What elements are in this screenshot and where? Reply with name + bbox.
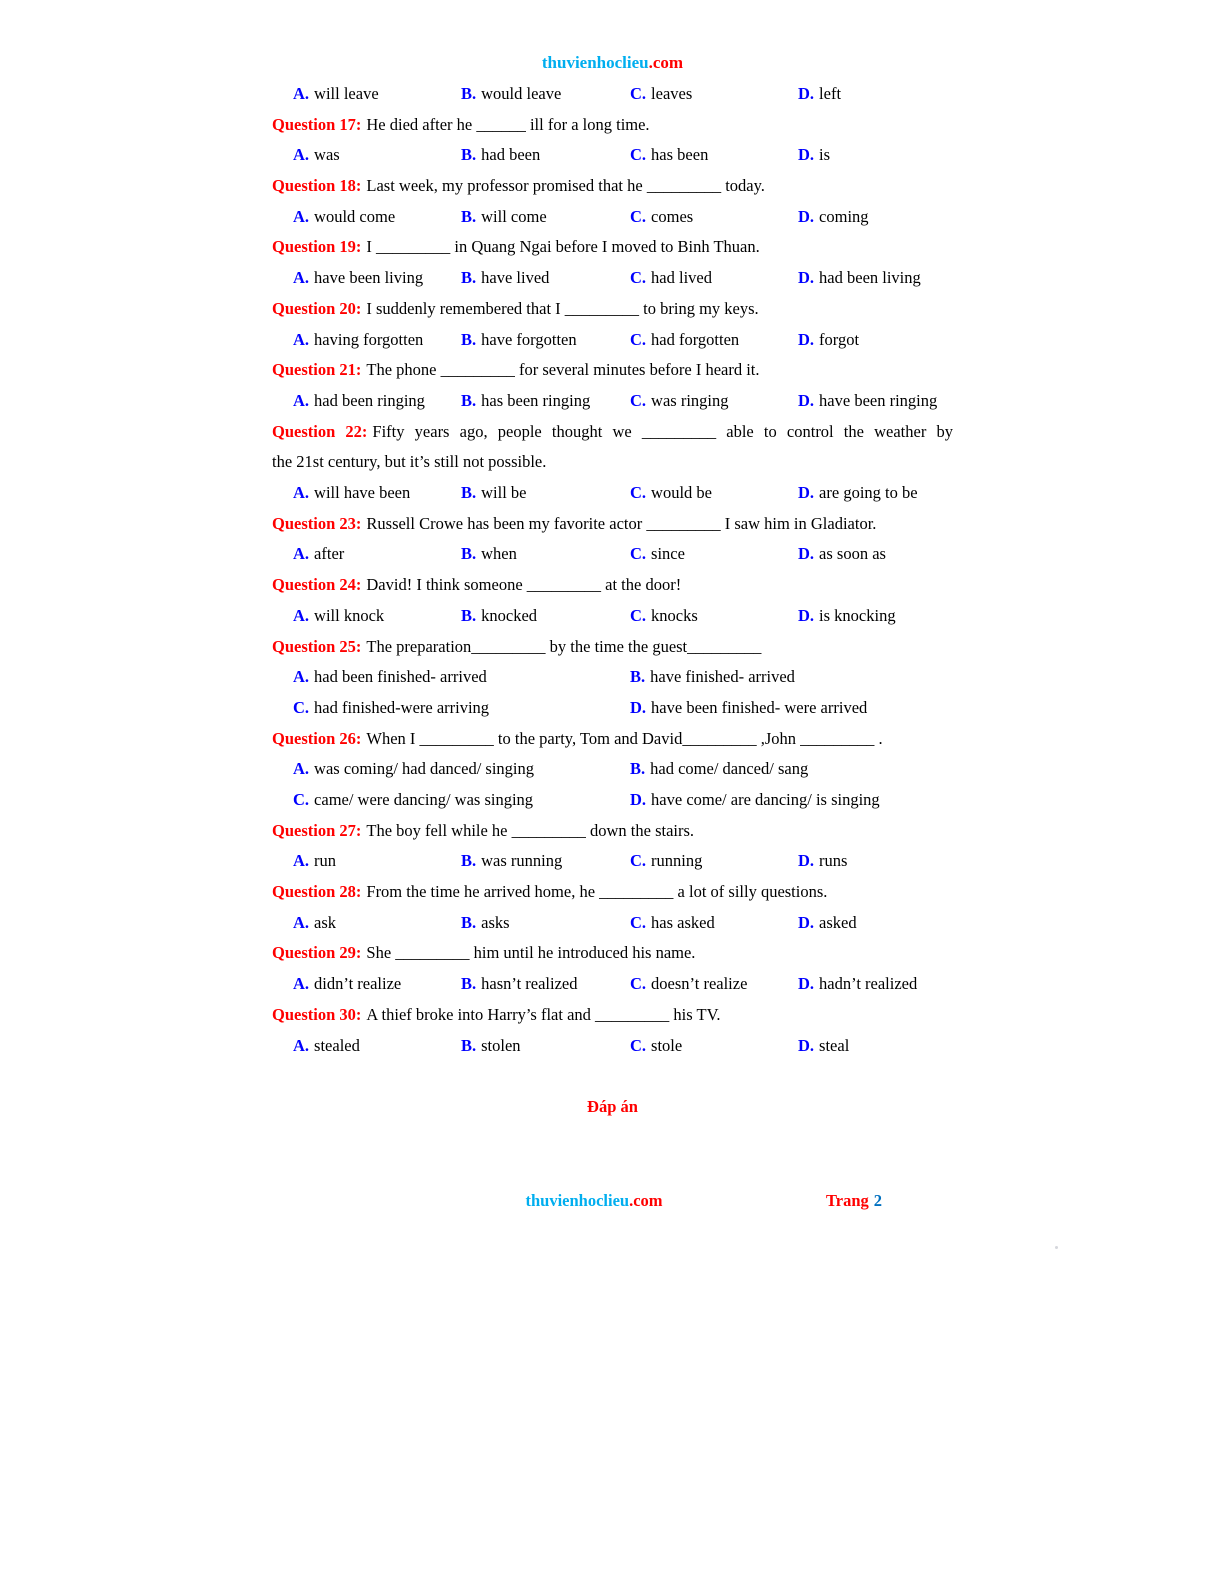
option-C	[630, 601, 698, 632]
option-letter: D.	[798, 84, 815, 103]
option-letter: D.	[630, 789, 647, 809]
option-D	[630, 693, 867, 724]
option-letter: C.	[630, 268, 647, 288]
option-text: asks	[481, 912, 510, 932]
option-letter: C.	[630, 544, 647, 564]
option-letter: B.	[461, 605, 477, 625]
option-B	[630, 662, 795, 693]
option-C	[630, 140, 708, 171]
question-line	[272, 509, 953, 540]
question-label: Question 19:	[272, 237, 362, 257]
option-letter: A.	[293, 390, 310, 410]
option-letter: B.	[461, 390, 477, 410]
options-row	[272, 1031, 953, 1062]
option-text: was coming/ had danced/ singing	[314, 759, 535, 779]
option-text: forgot	[819, 329, 860, 349]
option-B	[461, 79, 561, 110]
option-letter: C.	[630, 206, 647, 226]
option-B	[461, 202, 547, 233]
options-row	[272, 202, 953, 233]
option-letter: A.	[293, 268, 310, 288]
option-B	[461, 263, 549, 294]
page-number	[826, 1186, 882, 1217]
question-text: The phone _________ for several minutes before I heard it.	[366, 360, 760, 380]
option-D	[798, 140, 830, 171]
option-A	[293, 539, 344, 570]
option-letter: C.	[630, 483, 647, 503]
option-text: hadn’t realized	[819, 974, 918, 994]
options-row	[272, 601, 953, 632]
document-body	[272, 79, 953, 1123]
option-letter: C.	[630, 1035, 647, 1055]
option-text: having forgotten	[314, 329, 424, 349]
option-C	[293, 693, 489, 724]
option-text: came/ were dancing/ was singing	[314, 789, 534, 809]
option-A	[293, 662, 487, 693]
options-row	[272, 539, 953, 570]
option-C	[630, 539, 685, 570]
site-domain-text: .com	[648, 53, 684, 72]
option-A	[293, 325, 423, 356]
options-row	[272, 846, 953, 877]
options-row	[272, 79, 953, 110]
option-A	[293, 79, 379, 110]
page-number-label: Trang	[826, 1191, 869, 1210]
options-row	[272, 478, 953, 509]
option-C	[630, 263, 712, 294]
option-letter: A.	[293, 544, 310, 564]
option-text: had been ringing	[314, 390, 425, 410]
site-name-text: thuvienhoclieu	[541, 53, 649, 72]
option-letter: C.	[630, 605, 647, 625]
option-text: is	[819, 145, 831, 165]
option-letter: A.	[293, 1035, 310, 1055]
option-text: have come/ are dancing/ is singing	[651, 789, 880, 809]
question-line	[272, 110, 953, 141]
option-D	[798, 539, 886, 570]
question-text: I _________ in Quang Ngai before I moved to Binh Thuan.	[366, 237, 760, 257]
option-text: has been ringing	[481, 390, 591, 410]
question-text: She _________ him until he introduced his name.	[366, 943, 696, 963]
option-D	[798, 79, 841, 110]
option-text: will come	[481, 206, 547, 226]
option-letter: C.	[630, 329, 647, 349]
question-label: Question 28:	[272, 882, 362, 902]
option-letter: D.	[630, 697, 647, 717]
option-letter: B.	[461, 268, 477, 288]
option-letter: A.	[293, 206, 310, 226]
question-line	[272, 938, 953, 969]
option-D	[798, 1031, 849, 1062]
option-letter: B.	[461, 851, 477, 871]
option-text: has asked	[651, 912, 715, 932]
option-letter: A.	[293, 483, 310, 503]
question-text: A thief broke into Harry’s flat and _________ his TV.	[366, 1004, 721, 1024]
option-text: leaves	[651, 84, 693, 103]
option-text: have forgotten	[481, 329, 577, 349]
option-letter: C.	[630, 145, 647, 165]
option-text: has been	[651, 145, 709, 165]
option-text: didn’t realize	[314, 974, 402, 994]
option-C	[630, 846, 702, 877]
option-letter: D.	[798, 483, 815, 503]
option-A	[293, 908, 336, 939]
option-text: is knocking	[819, 605, 896, 625]
option-letter: B.	[461, 974, 477, 994]
question-label: Question 23:	[272, 513, 362, 533]
question-line	[272, 1000, 953, 1031]
option-letter: B.	[461, 912, 477, 932]
question-label: Question 29:	[272, 943, 362, 963]
option-D	[798, 325, 859, 356]
question-label: Question 25:	[272, 636, 362, 656]
question-line	[272, 417, 953, 448]
option-B	[461, 140, 540, 171]
option-C	[630, 478, 712, 509]
spacer	[272, 1061, 953, 1092]
option-letter: B.	[461, 329, 477, 349]
option-letter: C.	[630, 912, 647, 932]
option-D	[798, 386, 937, 417]
option-letter: B.	[461, 483, 477, 503]
answer-key-heading: Đáp án	[587, 1096, 638, 1116]
option-text: had finished-were arriving	[314, 697, 490, 717]
question-text: David! I think someone _________ at the door!	[366, 575, 682, 595]
option-letter: B.	[630, 759, 646, 779]
option-B	[461, 846, 562, 877]
option-text: have lived	[481, 268, 550, 288]
option-D	[798, 846, 847, 877]
option-letter: D.	[798, 145, 815, 165]
option-text: hasn’t realized	[481, 974, 578, 994]
question-text-continued: the 21st century, but it’s still not possible.	[272, 452, 547, 472]
question-label: Question 27:	[272, 820, 362, 840]
option-text: have been finished- were arrived	[651, 697, 868, 717]
question-label: Question 30:	[272, 1004, 362, 1024]
option-A	[293, 263, 423, 294]
option-B	[461, 601, 537, 632]
option-C	[630, 202, 693, 233]
options-row	[272, 969, 953, 1000]
option-text: stolen	[481, 1035, 521, 1055]
option-D	[798, 601, 896, 632]
option-A	[293, 846, 336, 877]
option-text: had been finished- arrived	[314, 667, 487, 687]
option-B	[461, 325, 577, 356]
option-text: would leave	[481, 84, 562, 103]
option-letter: C.	[630, 390, 647, 410]
option-text: knocks	[651, 605, 698, 625]
questions-list	[272, 79, 953, 1061]
option-C	[293, 785, 533, 816]
option-letter: A.	[293, 912, 310, 932]
option-text: knocked	[481, 605, 538, 625]
option-B	[461, 539, 517, 570]
option-text: had come/ danced/ sang	[650, 759, 809, 779]
option-text: run	[314, 851, 337, 871]
option-text: steal	[819, 1035, 850, 1055]
option-text: had been living	[819, 268, 921, 288]
option-text: since	[651, 544, 685, 564]
site-domain-text: .com	[629, 1191, 663, 1210]
option-B	[461, 908, 510, 939]
scan-artifact-dot	[1055, 1246, 1058, 1249]
option-text: when	[481, 544, 517, 564]
option-text: was running	[481, 851, 563, 871]
option-C	[630, 969, 747, 1000]
option-letter: D.	[798, 390, 815, 410]
question-line	[272, 232, 953, 263]
option-letter: C.	[293, 789, 310, 809]
question-line	[272, 355, 953, 386]
option-letter: D.	[798, 1035, 815, 1055]
page-number-value: 2	[873, 1191, 883, 1210]
option-letter: A.	[293, 851, 310, 871]
option-letter: C.	[630, 84, 647, 103]
question-text: The boy fell while he _________ down the stairs.	[366, 820, 695, 840]
option-C	[630, 386, 729, 417]
question-line	[272, 171, 953, 202]
option-letter: A.	[293, 759, 310, 779]
option-text: stealed	[314, 1035, 360, 1055]
option-letter: D.	[798, 206, 815, 226]
option-C	[630, 1031, 682, 1062]
option-C	[630, 908, 715, 939]
question-label: Question 20:	[272, 298, 362, 318]
option-text: runs	[819, 851, 848, 871]
option-text: would be	[651, 483, 712, 503]
question-line	[272, 294, 953, 325]
option-A	[293, 478, 410, 509]
option-A	[293, 601, 384, 632]
options-row	[272, 908, 953, 939]
option-C	[630, 79, 692, 110]
question-text: Last week, my professor promised that he _________ today.	[366, 176, 765, 196]
question-label: Question 22:	[272, 421, 368, 441]
option-A	[293, 969, 401, 1000]
question-label: Question 17:	[272, 114, 362, 134]
option-text: running	[651, 851, 703, 871]
option-letter: B.	[461, 1035, 477, 1055]
option-B	[461, 969, 578, 1000]
question-line	[272, 570, 953, 601]
options-row	[272, 693, 953, 724]
option-text: as soon as	[819, 544, 886, 564]
option-letter: C.	[293, 697, 310, 717]
site-name-text: thuvienhoclieu	[525, 1191, 630, 1210]
option-D	[798, 969, 917, 1000]
option-letter: A.	[293, 329, 310, 349]
site-header	[272, 50, 953, 76]
option-B	[461, 478, 527, 509]
option-letter: D.	[798, 851, 815, 871]
option-letter: D.	[798, 329, 815, 349]
option-letter: B.	[461, 206, 477, 226]
option-D	[798, 263, 921, 294]
question-line	[272, 877, 953, 908]
option-text: was ringing	[651, 390, 729, 410]
question-line	[272, 632, 953, 663]
option-text: comes	[651, 206, 694, 226]
option-letter: A.	[293, 145, 310, 165]
option-letter: C.	[630, 851, 647, 871]
footer-site-link	[525, 1186, 662, 1217]
question-text: I suddenly remembered that I _________ to bring my keys.	[366, 298, 759, 318]
option-text: would come	[314, 206, 396, 226]
option-D	[798, 478, 918, 509]
option-letter: A.	[293, 605, 310, 625]
option-text: stole	[651, 1035, 683, 1055]
option-A	[293, 754, 534, 785]
options-row	[272, 386, 953, 417]
option-text: after	[314, 544, 345, 564]
option-A	[293, 140, 340, 171]
option-A	[293, 202, 395, 233]
option-D	[798, 202, 869, 233]
options-row	[272, 263, 953, 294]
option-text: left	[819, 84, 842, 103]
question-label: Question 18:	[272, 176, 362, 196]
option-text: asked	[819, 912, 857, 932]
question-text: When I _________ to the party, Tom and David_________ ,John _________ .	[366, 728, 883, 748]
option-text: have finished- arrived	[650, 667, 795, 687]
option-text: will knock	[314, 605, 385, 625]
option-text: coming	[819, 206, 869, 226]
option-text: will leave	[314, 84, 379, 103]
option-C	[630, 325, 739, 356]
option-text: had been	[481, 145, 541, 165]
option-B	[461, 1031, 521, 1062]
question-text: From the time he arrived home, he _________ a lot of silly questions.	[366, 882, 828, 902]
options-row	[272, 754, 953, 785]
options-row	[272, 662, 953, 693]
option-text: had lived	[651, 268, 712, 288]
option-letter: A.	[293, 84, 310, 103]
options-row	[272, 140, 953, 171]
option-letter: A.	[293, 974, 310, 994]
question-line	[272, 816, 953, 847]
question-text: Fifty years ago, people thought we _________ able to control the weather by	[372, 421, 953, 441]
question-label: Question 26:	[272, 728, 362, 748]
option-letter: D.	[798, 605, 815, 625]
option-text: had forgotten	[651, 329, 740, 349]
option-B	[461, 386, 590, 417]
option-text: have been ringing	[819, 390, 938, 410]
options-row	[272, 325, 953, 356]
option-B	[630, 754, 808, 785]
options-row	[272, 785, 953, 816]
option-text: ask	[314, 912, 337, 932]
option-text: have been living	[314, 268, 424, 288]
option-text: will have been	[314, 483, 411, 503]
option-letter: B.	[461, 145, 477, 165]
page-footer	[272, 1186, 953, 1217]
option-text: doesn’t realize	[651, 974, 748, 994]
option-letter: B.	[461, 84, 477, 103]
question-text: He died after he ______ ill for a long time.	[366, 114, 650, 134]
option-A	[293, 1031, 360, 1062]
option-letter: D.	[798, 912, 815, 932]
option-letter: D.	[798, 544, 815, 564]
option-text: will be	[481, 483, 527, 503]
question-text: Russell Crowe has been my favorite actor _________ I saw him in Gladiator.	[366, 513, 877, 533]
option-letter: C.	[630, 974, 647, 994]
question-label: Question 24:	[272, 575, 362, 595]
option-D	[798, 908, 857, 939]
option-letter: A.	[293, 667, 310, 687]
option-letter: D.	[798, 268, 815, 288]
option-A	[293, 386, 425, 417]
option-letter: B.	[630, 667, 646, 687]
option-D	[630, 785, 880, 816]
option-text: was	[314, 145, 340, 165]
option-letter: B.	[461, 544, 477, 564]
option-letter: D.	[798, 974, 815, 994]
question-text: The preparation_________ by the time the guest_________	[366, 636, 762, 656]
option-text: are going to be	[819, 483, 918, 503]
question-line	[272, 724, 953, 755]
question-label: Question 21:	[272, 360, 362, 380]
